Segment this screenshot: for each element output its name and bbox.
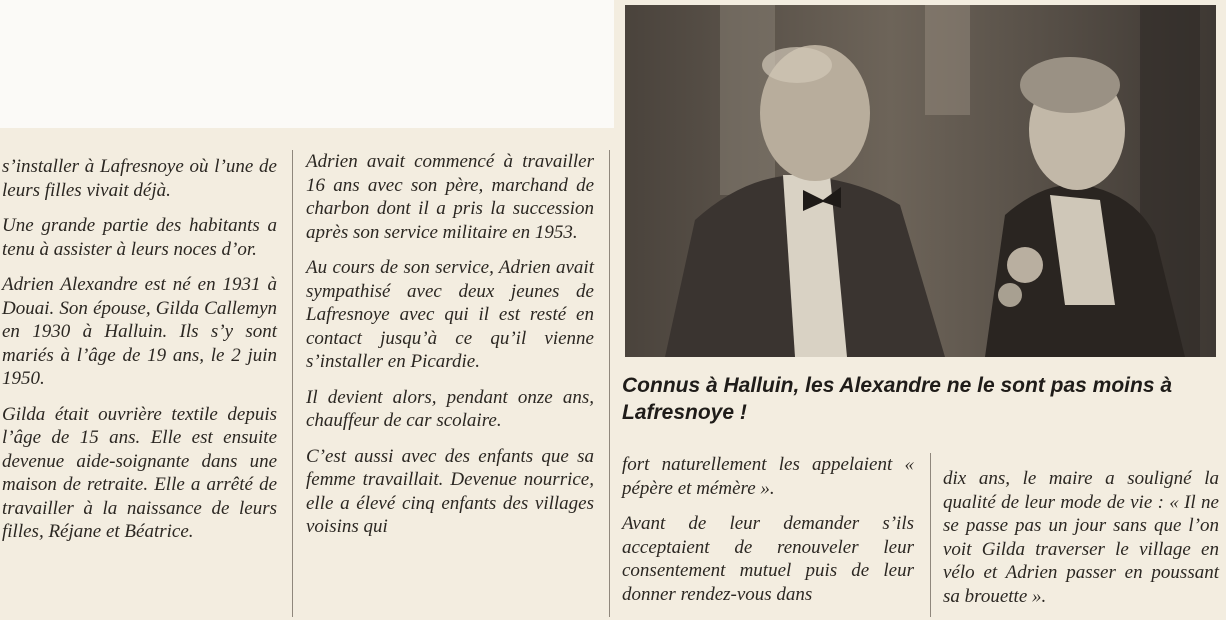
paragraph: dix ans, le maire a souligné la qualité de leur mode de vie : « Il ne se passe pas un jour sans que l’on voit Gilda traverser le village en vélo et Adrien passer en poussant sa brouette ». (943, 468, 1219, 607)
article-column-3 (622, 453, 914, 618)
paragraph: Adrien Alexandre est né en 1931 à Douai. Son épouse, Gilda Callemyn en 1930 à Halluin. Ils s’y sont mariés à l’âge de 19 ans, le 2 juin 1950. (2, 274, 277, 389)
paragraph: C’est aussi avec des enfants que sa femme travaillait. Devenue nourrice, elle a élevé cinq enfants des villages voisins qui (306, 445, 594, 537)
paragraph: fort naturellement les appelaient « pépère et mémère ». (622, 454, 914, 499)
column-divider (609, 150, 610, 617)
paragraph: Au cours de son service, Adrien avait sympathisé avec deux jeunes de Lafresnoye avec qui il est resté en contact jusqu’à ce qu’il vienne s’installer en Picardie. (306, 257, 594, 372)
photo-caption: Connus à Halluin, les Alexandre ne le sont pas moins à Lafresnoye ! (622, 374, 1173, 424)
article-column-4 (943, 467, 1219, 620)
paragraph: Adrien avait commencé à travailler 16 ans avec son père, marchand de charbon dont il a pris la succession après son service militaire en 1953. (306, 151, 594, 243)
column-divider (292, 150, 293, 617)
article-column-1 (2, 155, 277, 556)
paragraph: Une grande partie des habitants a tenu à assister à leurs noces d’or. (2, 215, 277, 260)
paragraph: Gilda était ouvrière textile depuis l’âge de 15 ans. Elle est ensuite devenue aide-soignante dans une maison de retraite. Elle a arrêté de travailler à la naissance de leurs filles, Réjane et Béatrice. (2, 403, 277, 542)
column-divider (930, 453, 931, 617)
paragraph: Il devient alors, pendant onze ans, chauffeur de car scolaire. (306, 386, 594, 431)
article-column-2 (306, 150, 594, 551)
paragraph: Avant de leur demander s’ils acceptaient de renouveler leur consentement mutuel puis de leur donner rendez-vous dans (622, 513, 914, 605)
couple-photo (625, 5, 1216, 357)
blank-paper-area (0, 0, 614, 128)
paragraph: s’installer à Lafresnoye où l’une de leurs filles vivait déjà. (2, 156, 277, 201)
